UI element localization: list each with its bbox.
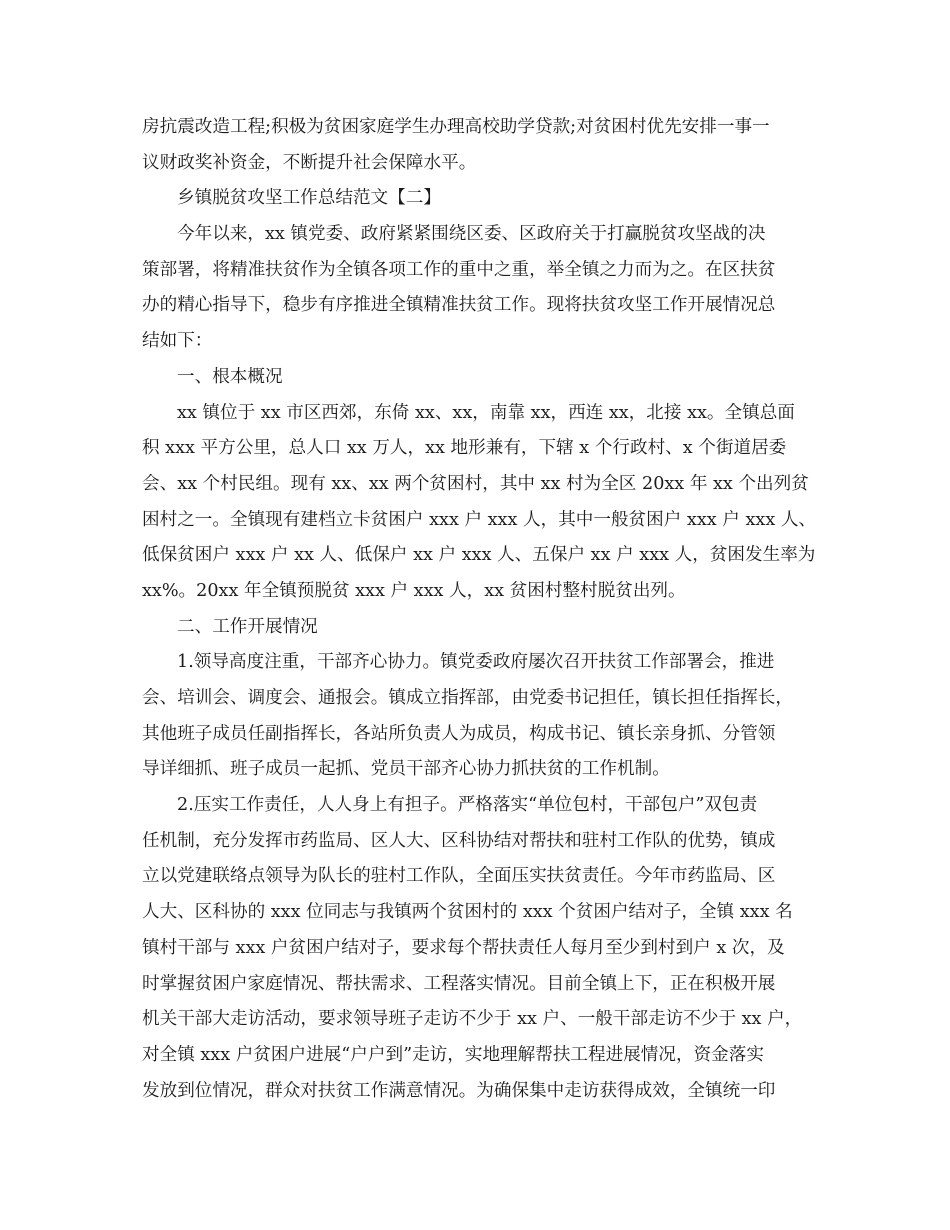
text-line: 导详细抓、班子成员一起抓、党员干部齐心协力抓扶贫的工作机制。 bbox=[142, 759, 670, 780]
text-line: 任机制，充分发挥市药监局、区人大、区科协结对帮扶和驻村工作队的优势，镇成 bbox=[142, 830, 776, 851]
text-line: 对全镇 xxx 户贫困户进展“户户到”走访，实地理解帮扶工程进展情况，资金落实 bbox=[142, 1044, 764, 1065]
text-line: 人大、区科协的 xxx 位同志与我镇两个贫困村的 xxx 个贫困户结对子，全镇 xxx 名 bbox=[142, 902, 793, 923]
text-line: 低保贫困户 xxx 户 xx 人、低保户 xx 户 xxx 人、五保户 xx 户 xxx 人，贫困发生率为 bbox=[142, 545, 816, 566]
text-line: 一、根本概况 bbox=[177, 366, 283, 387]
text-line: 立以党建联络点领导为队长的驻村工作队，全面压实扶贫责任。今年市药监局、区 bbox=[142, 866, 776, 887]
text-line: 乡镇脱贫攻坚工作总结范文【二】 bbox=[177, 188, 441, 209]
text-line: 发放到位情况，群众对扶贫工作满意情况。为确保集中走访获得成效，全镇统一印 bbox=[142, 1080, 776, 1101]
text-line: 困村之一。全镇现有建档立卡贫困户 xxx 户 xxx 人，其中一般贫困户 xxx 户 xxx 人、 bbox=[142, 509, 817, 530]
section-title bbox=[142, 181, 822, 217]
text-line: xx 镇位于 xx 市区西郊，东倚 xx、xx，南靠 xx，西连 xx，北接 xx。全镇总面 bbox=[177, 402, 795, 423]
paragraph-continued bbox=[142, 110, 822, 181]
text-line: 办的精心指导下，稳步有序推进全镇精准扶贫工作。现将扶贫攻坚工作开展情况总 bbox=[142, 295, 776, 316]
text-line: 议财政奖补资金，不断提升社会保障水平。 bbox=[142, 152, 477, 173]
text-line: 今年以来，xx 镇党委、政府紧紧围绕区委、区政府关于打赢脱贫攻坚战的决 bbox=[177, 224, 766, 245]
paragraph-item-2 bbox=[142, 788, 822, 1109]
text-line: 其他班子成员任副指挥长，各站所负责人为成员，构成书记、镇长亲身抓、分管领 bbox=[142, 723, 776, 744]
paragraph-overview bbox=[142, 396, 822, 610]
text-line: 会、xx 个村民组。现有 xx、xx 两个贫困村，其中 xx 村为全区 20xx 年 xx 个出列贫 bbox=[142, 473, 809, 494]
text-line: 二、工作开展情况 bbox=[177, 616, 318, 637]
document-body bbox=[142, 110, 822, 1109]
heading-overview bbox=[142, 360, 822, 396]
paragraph-intro bbox=[142, 217, 822, 360]
text-line: 房抗震改造工程;积极为贫困家庭学生办理高校助学贷款;对贫困村优先安排一事一 bbox=[142, 117, 770, 137]
heading-work bbox=[142, 610, 822, 646]
text-line: 积 xxx 平方公里，总人口 xx 万人，xx 地形兼有，下辖 x 个行政村、x 个街道居委 bbox=[142, 438, 787, 459]
text-line: 结如下： bbox=[142, 331, 213, 352]
text-line: xx%。20xx 年全镇预脱贫 xxx 户 xxx 人，xx 贫困村整村脱贫出列。 bbox=[142, 580, 686, 601]
text-line: 1.领导高度注重，干部齐心协力。镇党委政府屡次召开扶贫工作部署会，推进 bbox=[177, 652, 775, 673]
text-line: 会、培训会、调度会、通报会。镇成立指挥部，由党委书记担任，镇长担任指挥长， bbox=[142, 688, 793, 708]
text-line: 策部署，将精准扶贫作为全镇各项工作的重中之重，举全镇之力而为之。在区扶贫 bbox=[142, 259, 776, 280]
text-line: 2.压实工作责任，人人身上有担子。严格落实“单位包村，干部包户”双包责 bbox=[177, 795, 758, 816]
text-line: 时掌握贫困户家庭情况、帮扶需求、工程落实情况。目前全镇上下，正在积极开展 bbox=[142, 973, 776, 994]
text-line: 机关干部大走访活动，要求领导班子走访不少于 xx 户、一般干部走访不少于 xx 户， bbox=[142, 1009, 803, 1030]
paragraph-item-1 bbox=[142, 645, 822, 788]
text-line: 镇村干部与 xxx 户贫困户结对子，要求每个帮扶责任人每月至少到村到户 x 次，及 bbox=[142, 937, 785, 958]
